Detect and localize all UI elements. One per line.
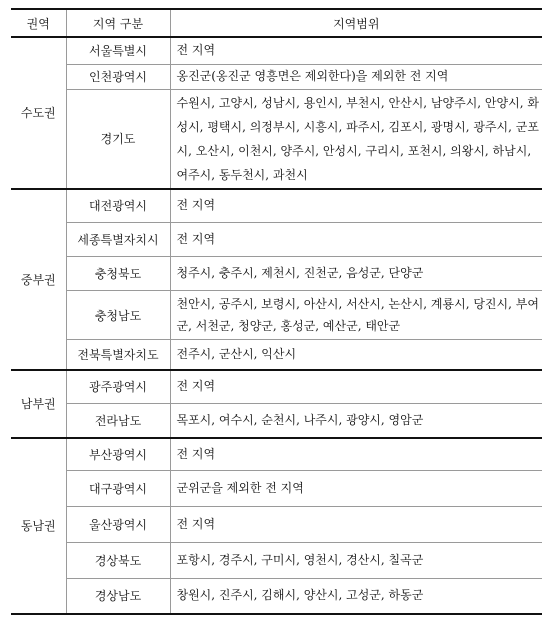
- header-area: 권역: [11, 9, 66, 37]
- table-row: [11, 543, 542, 579]
- range-text: 목포시, 여수시, 순천시, 나주시, 광양시, 영암군: [170, 404, 542, 438]
- subdivision-name: 광주광역시: [66, 370, 170, 404]
- subdivision-name: 경상남도: [66, 579, 170, 614]
- subdivision-name: 전북특별자치도: [66, 340, 170, 370]
- table-row: [11, 189, 542, 223]
- area-name: 중부권: [11, 189, 66, 370]
- range-text: 옹진군(옹진군 영흥면은 제외한다)을 제외한 전 지역: [170, 64, 542, 89]
- area-name: 수도권: [11, 37, 66, 189]
- area-name: 동남권: [11, 438, 66, 614]
- table-row: [11, 370, 542, 404]
- table-row: [11, 438, 542, 471]
- table-row: [11, 471, 542, 507]
- area-name: 남부권: [11, 370, 66, 438]
- subdivision-name: 대전광역시: [66, 189, 170, 223]
- table-row: [11, 507, 542, 543]
- table-row: [11, 404, 542, 438]
- range-text: 청주시, 충주시, 제천시, 진천군, 음성군, 단양군: [170, 257, 542, 291]
- header-range: 지역범위: [170, 9, 542, 37]
- range-text: 군위군을 제외한 전 지역: [170, 471, 542, 507]
- subdivision-name: 세종특별자치시: [66, 223, 170, 257]
- header-subdivision: 지역 구분: [66, 9, 170, 37]
- table-body: [11, 37, 542, 614]
- subdivision-name: 대구광역시: [66, 471, 170, 507]
- range-text: 전 지역: [170, 189, 542, 223]
- table-header: [11, 9, 542, 37]
- table-row: [11, 340, 542, 370]
- subdivision-name: 전라남도: [66, 404, 170, 438]
- subdivision-name: 경상북도: [66, 543, 170, 579]
- subdivision-name: 울산광역시: [66, 507, 170, 543]
- range-text: 전 지역: [170, 438, 542, 471]
- table-row: [11, 64, 542, 89]
- table-row: [11, 579, 542, 614]
- subdivision-name: 경기도: [66, 89, 170, 189]
- subdivision-name: 인천광역시: [66, 64, 170, 89]
- range-text: 수원시, 고양시, 성남시, 용인시, 부천시, 안산시, 남양주시, 안양시, 화성시, 평택시, 의정부시, 시흥시, 파주시, 김포시, 광명시, 광주시, 군포시, 오산시, 이천시, 양주시, 안성시, 구리시, 포천시, 의왕시, 하남시, 여주시, 동두천시, 과천시: [170, 89, 542, 189]
- table-row: [11, 89, 542, 189]
- table-row: [11, 257, 542, 291]
- table-row: [11, 291, 542, 340]
- range-text: 천안시, 공주시, 보령시, 아산시, 서산시, 논산시, 계룡시, 당진시, 부여군, 서천군, 청양군, 홍성군, 예산군, 태안군: [170, 291, 542, 340]
- range-text: 전주시, 군산시, 익산시: [170, 340, 542, 370]
- table-row: [11, 37, 542, 64]
- range-text: 창원시, 진주시, 김해시, 양산시, 고성군, 하동군: [170, 579, 542, 614]
- range-text: 포항시, 경주시, 구미시, 영천시, 경산시, 칠곡군: [170, 543, 542, 579]
- range-text: 전 지역: [170, 370, 542, 404]
- header-row: [11, 9, 542, 37]
- range-text: 전 지역: [170, 37, 542, 64]
- subdivision-name: 충청남도: [66, 291, 170, 340]
- subdivision-name: 충청북도: [66, 257, 170, 291]
- subdivision-name: 부산광역시: [66, 438, 170, 471]
- table-row: [11, 223, 542, 257]
- range-text: 전 지역: [170, 223, 542, 257]
- subdivision-name: 서울특별시: [66, 37, 170, 64]
- region-table: [11, 8, 542, 615]
- range-text: 전 지역: [170, 507, 542, 543]
